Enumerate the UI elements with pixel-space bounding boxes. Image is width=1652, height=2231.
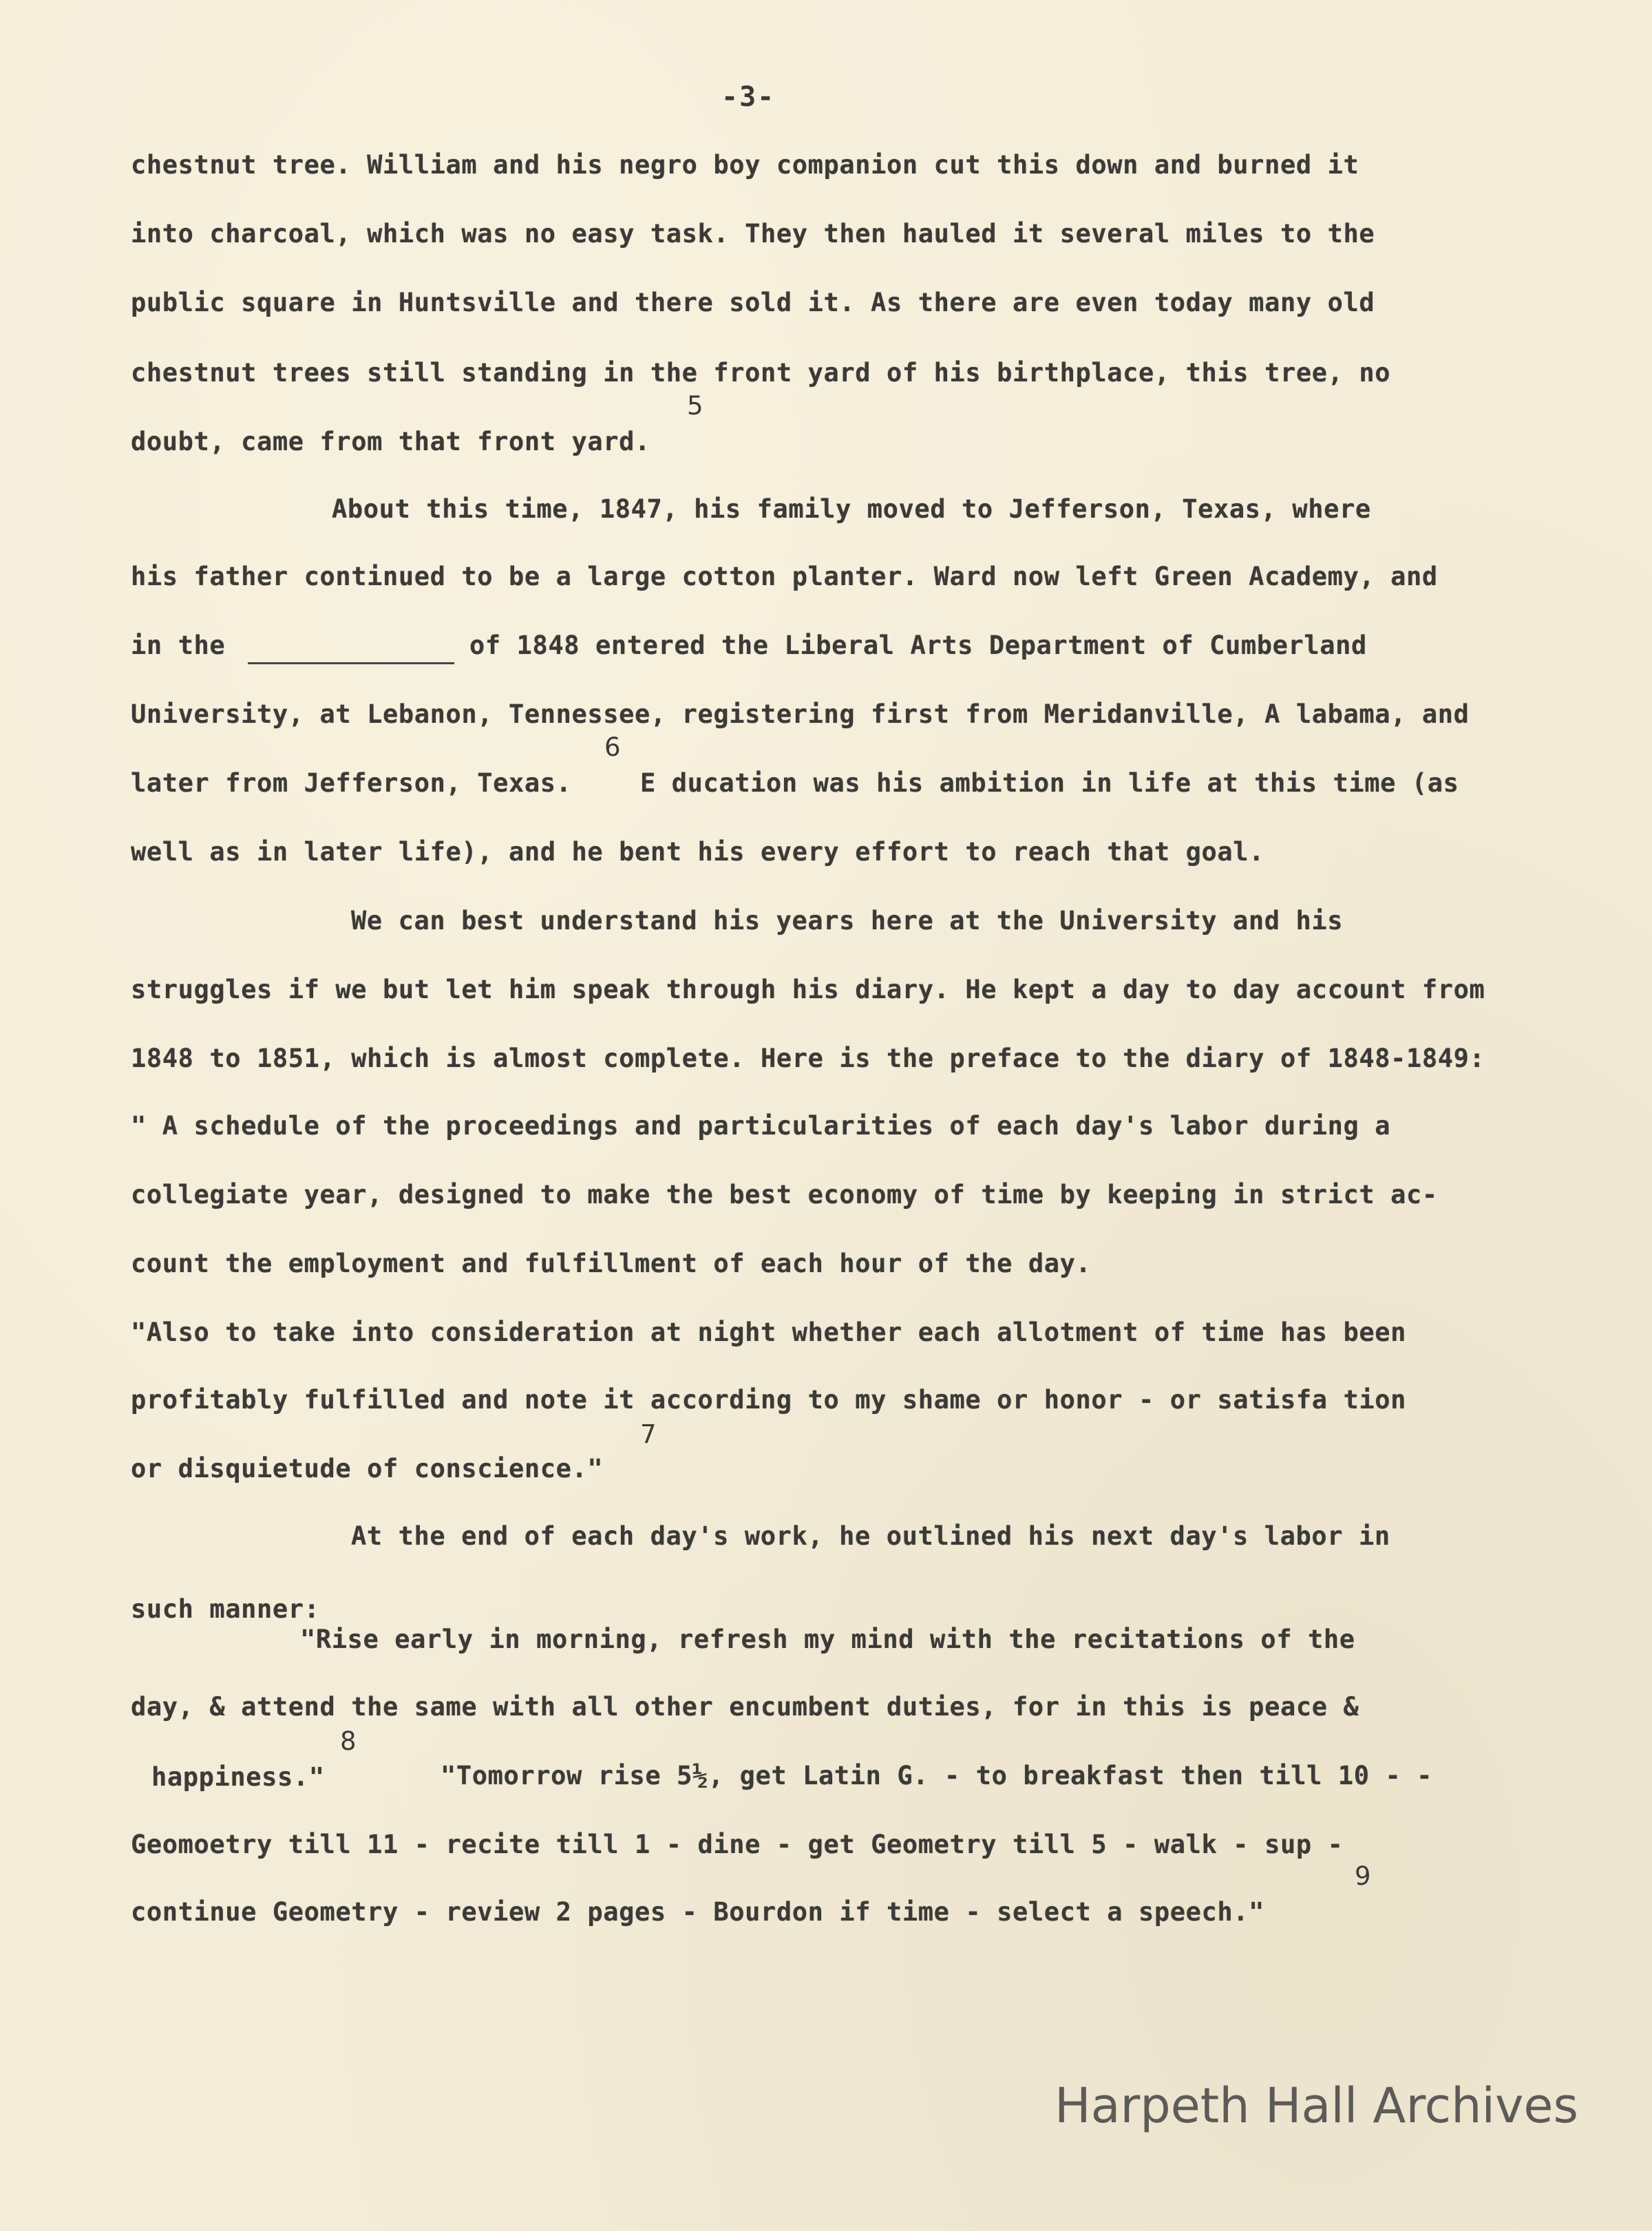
text-line: "Rise early in morning, refresh my mind with the recitations of the xyxy=(300,1625,1355,1654)
text-line: E ducation was his ambition in life at this time (as xyxy=(640,768,1459,798)
text-line: of 1848 entered the Liberal Arts Department of Cumberland xyxy=(469,631,1367,660)
text-line: chestnut tree. William and his negro boy companion cut this down and burned it xyxy=(131,150,1359,180)
page-number: -3- xyxy=(721,81,776,113)
text-line: At the end of each day's work, he outlined his next day's labor in xyxy=(351,1521,1390,1551)
text-line: collegiate year, designed to make the best economy of time by keeping in strict ac- xyxy=(131,1180,1438,1209)
text-line: chestnut trees still standing in the front yard of his birthplace, this tree, no xyxy=(131,358,1391,388)
archive-watermark: Harpeth Hall Archives xyxy=(1055,2077,1578,2134)
footnote-marker: 7 xyxy=(640,1419,657,1449)
footnote-marker: 5 xyxy=(687,391,703,421)
text-line: "Tomorrow rise 5½, get Latin G. - to breakfast then till 10 - - xyxy=(441,1761,1433,1790)
text-line: profitably fulfilled and note it according to my shame or honor - or satisfa tion xyxy=(131,1385,1406,1415)
text-line: struggles if we but let him speak through his diary. He kept a day to day account from xyxy=(131,975,1485,1004)
text-line: day, & attend the same with all other encumbent duties, for in this is peace & xyxy=(131,1692,1359,1722)
text-line: in the xyxy=(131,631,226,660)
footnote-marker: 9 xyxy=(1355,1861,1371,1891)
footnote-marker: 8 xyxy=(340,1726,357,1756)
text-line: later from Jefferson, Texas. xyxy=(131,768,572,798)
text-line: happiness." xyxy=(151,1762,325,1792)
text-line: University, at Lebanon, Tennessee, registering first from Meridanville, A labama, and xyxy=(131,699,1470,729)
text-line: or disquietude of conscience." xyxy=(131,1454,604,1483)
blank-line xyxy=(248,662,454,664)
text-line: We can best understand his years here at the University and his xyxy=(351,906,1344,935)
text-line: continue Geometry - review 2 pages - Bourdon if time - select a speech." xyxy=(131,1897,1265,1927)
text-line: count the employment and fulfillment of each hour of the day. xyxy=(131,1249,1092,1278)
text-line: " A schedule of the proceedings and particularities of each day's labor during a xyxy=(131,1111,1391,1141)
text-line: public square in Huntsville and there sold it. As there are even today many old xyxy=(131,288,1375,317)
text-line: into charcoal, which was no easy task. They then hauled it several miles to the xyxy=(131,219,1375,249)
text-line: About this time, 1847, his family moved to Jefferson, Texas, where xyxy=(332,494,1371,524)
text-line: doubt, came from that front yard. xyxy=(131,427,650,456)
text-line: such manner: xyxy=(131,1594,320,1624)
text-line: well as in later life), and he bent his every effort to reach that goal. xyxy=(131,837,1265,867)
text-line: Geomoetry till 11 - recite till 1 - dine - get Geometry till 5 - walk - sup - xyxy=(131,1830,1344,1859)
text-line: "Also to take into consideration at night whether each allotment of time has been xyxy=(131,1318,1406,1347)
text-line: his father continued to be a large cotton planter. Ward now left Green Academy, and xyxy=(131,562,1438,591)
footnote-marker: 6 xyxy=(604,732,621,762)
text-line: 1848 to 1851, which is almost complete. Here is the preface to the diary of 1848-1849: xyxy=(131,1044,1485,1073)
